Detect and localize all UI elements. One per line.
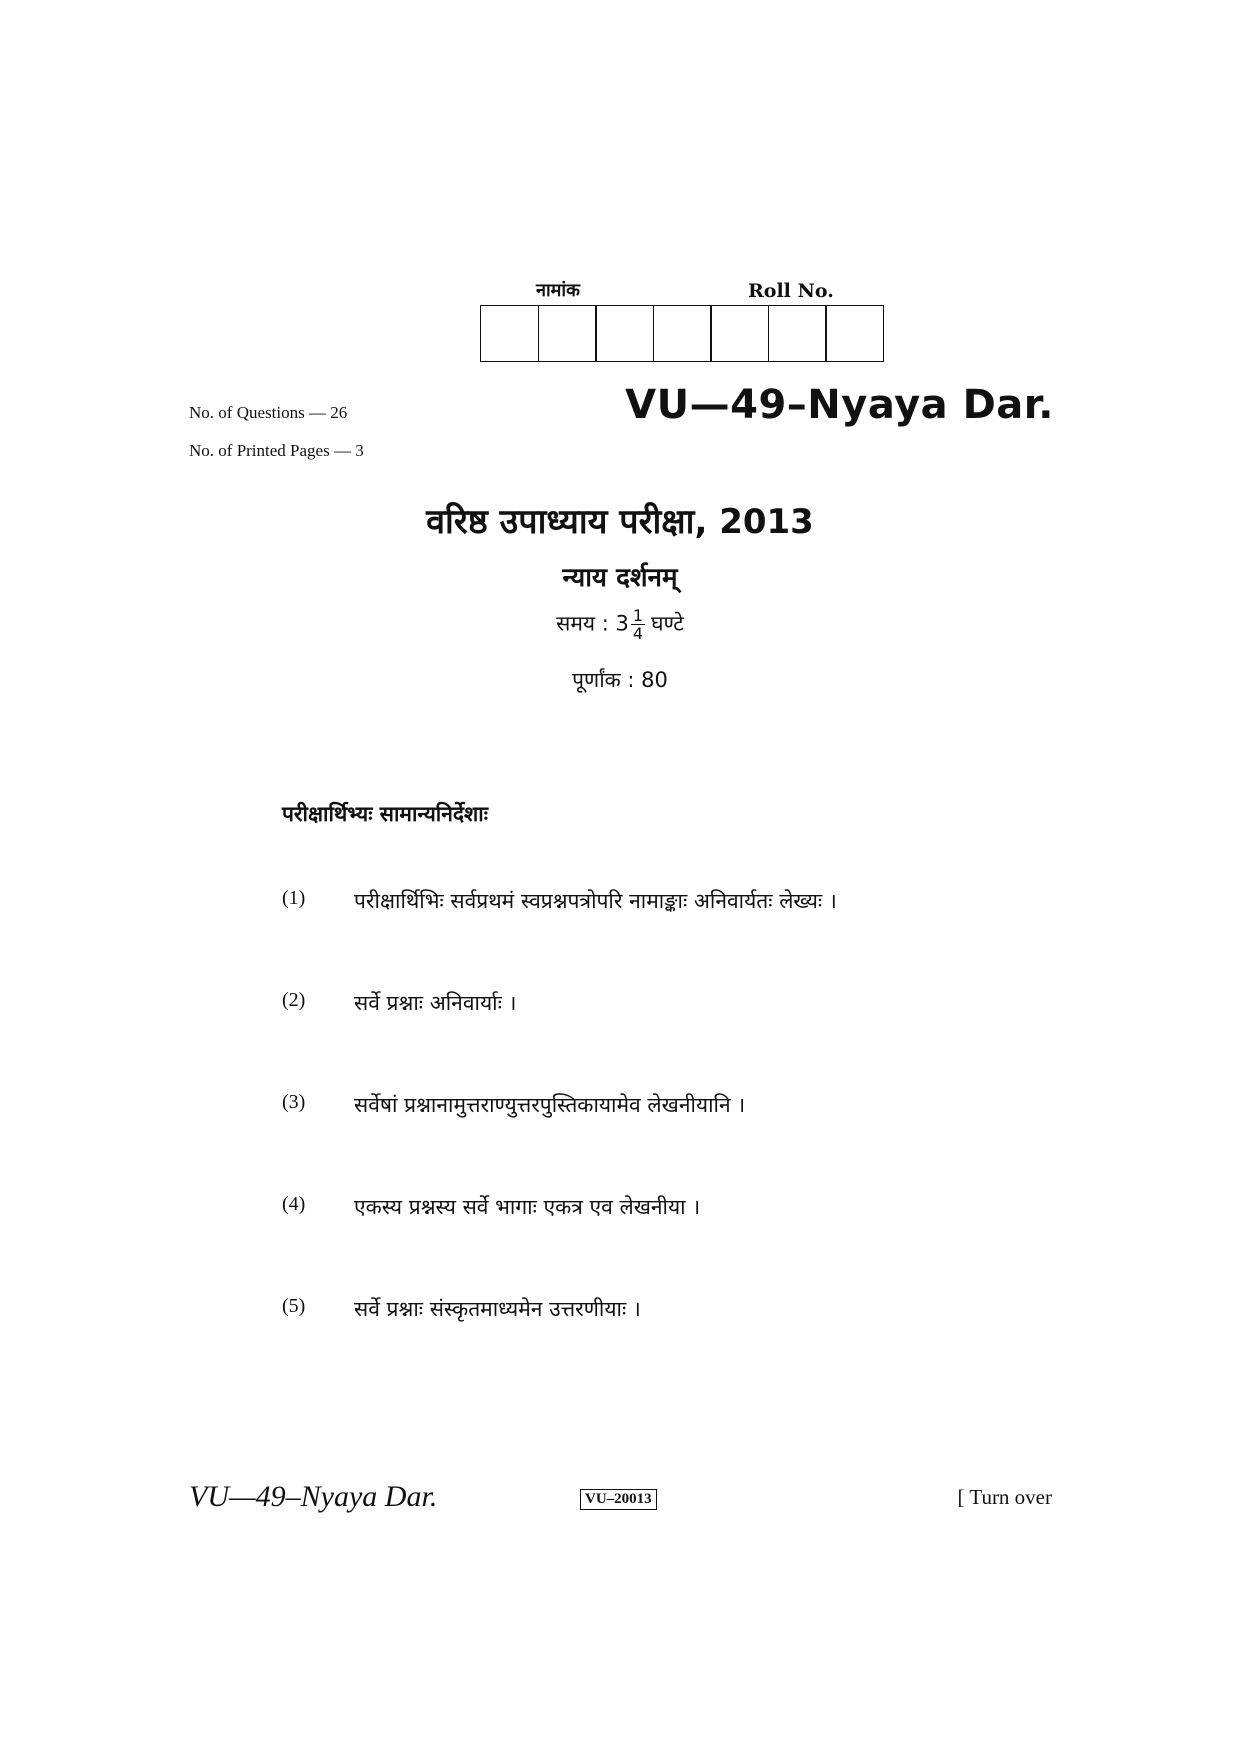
fraction-numerator: 1 — [632, 606, 644, 625]
paper-code: VU—49–Nyaya Dar. — [625, 382, 1054, 428]
exam-time — [0, 607, 1240, 642]
roll-box[interactable] — [825, 305, 884, 362]
footer-box-code: VU–20013 — [580, 1489, 657, 1510]
fraction-denominator: 4 — [632, 624, 644, 643]
instruction-item — [282, 887, 837, 915]
roll-box[interactable] — [710, 305, 769, 362]
roll-box[interactable] — [480, 305, 539, 362]
instruction-number: (3) — [282, 1091, 306, 1113]
instruction-text: सर्वे प्रश्नाः संस्कृतमाध्यमेन उत्तरणीयाः । — [354, 1297, 641, 1321]
roll-box[interactable] — [768, 305, 827, 362]
instruction-number: (2) — [282, 989, 306, 1011]
roll-label-hindi: नामांक — [536, 280, 580, 301]
time-fraction — [631, 607, 645, 642]
instruction-number: (5) — [282, 1295, 306, 1317]
roll-box[interactable] — [538, 305, 597, 362]
instruction-text: परीक्षार्थिभिः सर्वप्रथमं स्वप्रश्नपत्रोपरि नामाङ्काः अनिवार्यतः लेख्यः । — [354, 889, 837, 913]
instruction-text: सर्वेषां प्रश्नानामुत्तराण्युत्तरपुस्तिकायामेव लेखनीयानि । — [354, 1093, 746, 1117]
roll-label-english: Roll No. — [748, 280, 834, 302]
turn-over-note: [ Turn over — [957, 1485, 1052, 1509]
time-prefix: समय : 3 — [556, 611, 629, 636]
exam-title: वरिष्ठ उपाध्याय परीक्षा, 2013 — [426, 502, 814, 542]
number-of-pages: No. of Printed Pages — 3 — [189, 441, 364, 460]
instruction-number: (4) — [282, 1193, 306, 1215]
roll-box[interactable] — [595, 305, 654, 362]
footer-paper-code: VU—49–Nyaya Dar. — [189, 1480, 438, 1513]
instruction-item — [282, 1091, 745, 1119]
instruction-number: (1) — [282, 887, 306, 909]
instructions-heading: परीक्षार्थिभ्यः सामान्यनिर्देशाः — [282, 802, 488, 826]
instruction-item — [282, 1193, 700, 1221]
subject-title: न्याय दर्शनम् — [562, 563, 678, 593]
roll-box[interactable] — [653, 305, 712, 362]
instruction-item — [282, 989, 516, 1017]
roll-number-boxes — [480, 305, 884, 362]
total-marks: पूर्णांक : 80 — [572, 668, 668, 692]
number-of-questions: No. of Questions — 26 — [189, 403, 348, 422]
instruction-item — [282, 1295, 641, 1323]
time-suffix: घण्टे — [651, 611, 684, 636]
instruction-text: एकस्य प्रश्नस्य सर्वे भागाः एकत्र एव लेखनीया । — [354, 1195, 701, 1219]
instruction-text: सर्वे प्रश्नाः अनिवार्याः । — [354, 991, 517, 1015]
